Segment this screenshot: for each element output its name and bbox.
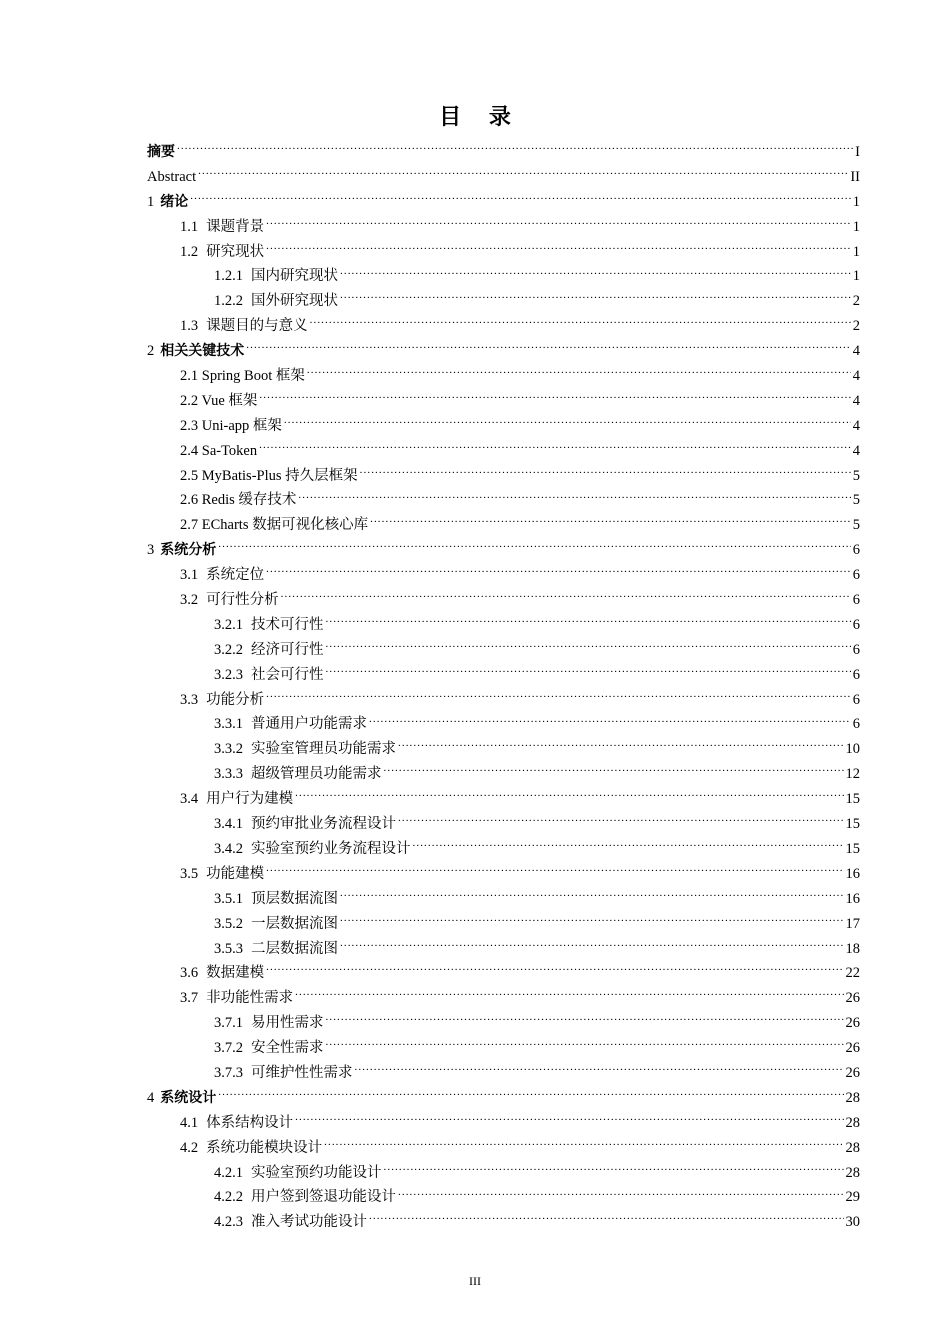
toc-entry[interactable] (147, 737, 860, 762)
toc-entry-number: 1.1 (180, 218, 199, 235)
toc-dot-leader (246, 341, 851, 356)
toc-entry[interactable] (147, 1161, 860, 1186)
toc-entry-title: 顶层数据流图 (251, 890, 338, 907)
table-of-contents (147, 140, 860, 1235)
toc-entry-title: 功能建模 (206, 865, 265, 882)
toc-entry-title: 可维护性性需求 (251, 1064, 353, 1081)
toc-dot-leader (398, 1187, 844, 1202)
toc-entry-title: 系统设计 (160, 1089, 217, 1106)
toc-dot-leader (355, 1062, 844, 1077)
toc-entry-title: 国内研究现状 (251, 268, 338, 285)
toc-dot-leader (307, 366, 851, 381)
toc-entry[interactable] (147, 339, 860, 364)
toc-entry-page: 6 (852, 666, 860, 683)
toc-entry-number: 3.3 (180, 691, 199, 708)
toc-entry-title: 用户行为建模 (206, 791, 294, 808)
toc-entry[interactable] (147, 937, 860, 962)
toc-entry-page: 16 (845, 890, 860, 907)
toc-entry-number: 4.2.2 (214, 1189, 243, 1206)
toc-entry-title: 实验室预约业务流程设计 (251, 840, 411, 857)
toc-entry[interactable] (147, 240, 860, 265)
toc-entry[interactable] (147, 588, 860, 613)
toc-entry-title: 易用性需求 (251, 1015, 324, 1032)
toc-entry[interactable] (147, 165, 860, 190)
toc-dot-leader (218, 540, 851, 555)
toc-entry-page: 26 (845, 1040, 860, 1057)
toc-entry-page: 1 (852, 243, 860, 260)
toc-dot-leader (295, 988, 843, 1003)
toc-entry-number: 2 (147, 343, 155, 360)
toc-dot-leader (340, 888, 844, 903)
toc-entry[interactable] (147, 364, 860, 389)
toc-entry-title: 2.2 Vue 框架 (180, 392, 258, 409)
toc-entry-page: II (850, 168, 860, 185)
toc-entry-page: 2 (852, 318, 860, 335)
toc-entry[interactable] (147, 215, 860, 240)
toc-entry-number: 3.5.2 (214, 915, 243, 932)
toc-entry-page: 6 (852, 691, 860, 708)
toc-entry-title: 社会可行性 (251, 666, 324, 683)
toc-entry-page: 6 (852, 641, 860, 658)
toc-entry-number: 3.5.3 (214, 940, 243, 957)
toc-dot-leader (326, 1038, 844, 1053)
toc-dot-leader (326, 664, 851, 679)
toc-entry-title: 数据建模 (206, 965, 265, 982)
toc-entry-page: 1 (852, 193, 860, 210)
toc-entry-page: 30 (845, 1214, 860, 1231)
toc-entry[interactable] (147, 563, 860, 588)
toc-entry[interactable] (147, 389, 860, 414)
toc-entry-number: 3 (147, 542, 155, 559)
toc-entry-number: 4.1 (180, 1114, 199, 1131)
toc-dot-leader (413, 838, 844, 853)
toc-dot-leader (177, 142, 853, 157)
toc-entry-title: 安全性需求 (251, 1040, 324, 1057)
toc-entry-title: 体系结构设计 (206, 1114, 294, 1131)
toc-dot-leader (340, 266, 851, 281)
toc-entry-number: 3.7 (180, 990, 199, 1007)
toc-entry-page: 29 (845, 1189, 860, 1206)
toc-dot-leader (370, 515, 851, 530)
toc-dot-leader (398, 739, 844, 754)
toc-entry-number: 3.2.2 (214, 641, 243, 658)
toc-entry[interactable] (147, 663, 860, 688)
toc-entry-number: 3.4 (180, 791, 199, 808)
toc-entry-number: 3.7.3 (214, 1064, 243, 1081)
toc-entry-title: 超级管理员功能需求 (251, 766, 382, 783)
toc-entry-title: 功能分析 (206, 691, 265, 708)
toc-entry-page: 4 (852, 442, 860, 459)
toc-dot-leader (190, 191, 851, 206)
toc-entry-title: 经济可行性 (251, 641, 324, 658)
toc-dot-leader (398, 814, 844, 829)
toc-dot-leader (369, 714, 851, 729)
toc-entry[interactable] (147, 1061, 860, 1086)
toc-entry[interactable] (147, 613, 860, 638)
toc-entry-title: 普通用户功能需求 (251, 716, 367, 733)
toc-dot-leader (384, 764, 844, 779)
toc-entry-title: 2.7 ECharts 数据可视化核心库 (180, 517, 369, 534)
toc-entry-number: 3.3.2 (214, 741, 243, 758)
toc-entry-title: 一层数据流图 (251, 915, 338, 932)
toc-entry[interactable] (147, 264, 860, 289)
toc-entry[interactable] (147, 1210, 860, 1235)
toc-entry-page: 28 (845, 1114, 860, 1131)
toc-entry[interactable] (147, 688, 860, 713)
toc-entry[interactable] (147, 538, 860, 563)
toc-entry-page: 5 (852, 492, 860, 509)
toc-entry-page: 15 (845, 840, 860, 857)
toc-entry-title: Abstract (147, 168, 197, 185)
toc-entry-number: 3.4.2 (214, 840, 243, 857)
toc-entry[interactable] (147, 762, 860, 787)
toc-entry-number: 3.1 (180, 567, 199, 584)
page-title: 目 录 (439, 105, 521, 130)
toc-dot-leader (295, 789, 843, 804)
toc-entry-number: 3.3.1 (214, 716, 243, 733)
toc-entry-title: 课题目的与意义 (206, 318, 308, 335)
toc-entry-page: 12 (845, 766, 860, 783)
toc-entry-page: 6 (852, 542, 860, 559)
toc-entry[interactable] (147, 513, 860, 538)
toc-entry-title: 准入考试功能设计 (251, 1214, 367, 1231)
toc-entry-page: 5 (852, 467, 860, 484)
toc-entry-number: 3.5.1 (214, 890, 243, 907)
toc-dot-leader (266, 241, 851, 256)
toc-dot-leader (340, 291, 851, 306)
toc-entry-number: 4.2 (180, 1139, 199, 1156)
toc-dot-leader (259, 440, 851, 455)
toc-dot-leader (266, 689, 851, 704)
toc-entry-page: 4 (852, 343, 860, 360)
toc-dot-leader (218, 1087, 843, 1102)
toc-entry[interactable] (147, 1036, 860, 1061)
toc-entry-number: 3.2 (180, 592, 199, 609)
toc-dot-leader (281, 590, 851, 605)
toc-entry[interactable] (147, 1185, 860, 1210)
toc-entry-page: 10 (845, 741, 860, 758)
toc-entry-title: 非功能性需求 (206, 990, 294, 1007)
toc-dot-leader (340, 913, 844, 928)
toc-entry-title: 系统功能模块设计 (206, 1139, 323, 1156)
toc-dot-leader (295, 1112, 843, 1127)
toc-entry-title: 2.3 Uni-app 框架 (180, 417, 282, 434)
toc-entry[interactable] (147, 912, 860, 937)
toc-dot-leader (360, 465, 851, 480)
toc-entry-page: 4 (852, 417, 860, 434)
toc-entry-number: 3.5 (180, 865, 199, 882)
toc-dot-leader (266, 216, 851, 231)
toc-entry-title: 实验室预约功能设计 (251, 1164, 382, 1181)
toc-entry-page: 22 (845, 965, 860, 982)
toc-entry[interactable] (147, 140, 860, 165)
toc-dot-leader (266, 863, 843, 878)
toc-entry[interactable] (147, 1136, 860, 1161)
toc-entry[interactable] (147, 1086, 860, 1111)
toc-entry-number: 3.2.1 (214, 616, 243, 633)
toc-entry-page: 26 (845, 990, 860, 1007)
toc-entry[interactable] (147, 712, 860, 737)
toc-dot-leader (198, 166, 848, 181)
toc-entry-title: 可行性分析 (206, 592, 279, 609)
toc-entry-page: 5 (852, 517, 860, 534)
toc-entry-title: 课题背景 (206, 218, 265, 235)
toc-entry-page: 6 (852, 716, 860, 733)
toc-entry-title: 系统分析 (160, 542, 217, 559)
toc-entry-title: 研究现状 (206, 243, 265, 260)
toc-entry-page: 2 (852, 293, 860, 310)
toc-entry-number: 4.2.3 (214, 1214, 243, 1231)
toc-entry-number: 1 (147, 193, 155, 210)
toc-entry[interactable] (147, 414, 860, 439)
toc-dot-leader (340, 938, 844, 953)
toc-entry-title: 实验室管理员功能需求 (251, 741, 396, 758)
toc-dot-leader (384, 1162, 844, 1177)
toc-dot-leader (266, 565, 851, 580)
toc-entry[interactable] (147, 986, 860, 1011)
toc-entry-title: 用户签到签退功能设计 (251, 1189, 396, 1206)
toc-entry-title: 2.1 Spring Boot 框架 (180, 368, 305, 385)
toc-entry-title: 国外研究现状 (251, 293, 338, 310)
toc-entry[interactable] (147, 1111, 860, 1136)
toc-entry-number: 1.2.1 (214, 268, 243, 285)
toc-entry-title: 2.5 MyBatis-Plus 持久层框架 (180, 467, 358, 484)
toc-entry[interactable] (147, 488, 860, 513)
toc-entry[interactable] (147, 464, 860, 489)
toc-entry-number: 3.2.3 (214, 666, 243, 683)
toc-dot-leader (310, 316, 851, 331)
toc-entry-number: 4 (147, 1089, 155, 1106)
toc-dot-leader (326, 614, 851, 629)
toc-entry-number: 3.4.1 (214, 816, 243, 833)
toc-entry-page: 6 (852, 616, 860, 633)
toc-entry[interactable] (147, 837, 860, 862)
toc-entry-title: 二层数据流图 (251, 940, 338, 957)
toc-entry-number: 1.2 (180, 243, 199, 260)
toc-entry-title: 绪论 (160, 193, 189, 210)
toc-entry-title: 摘要 (147, 144, 175, 160)
toc-entry-title: 相关关键技术 (160, 343, 245, 360)
toc-entry[interactable] (147, 439, 860, 464)
toc-entry-page: 28 (845, 1164, 860, 1181)
toc-entry-title: 2.6 Redis 缓存技术 (180, 492, 297, 509)
toc-dot-leader (266, 963, 843, 978)
toc-dot-leader (324, 1137, 843, 1152)
toc-entry[interactable] (147, 314, 860, 339)
toc-entry-page: 4 (852, 392, 860, 409)
toc-entry-number: 3.7.2 (214, 1040, 243, 1057)
toc-entry-page: 6 (852, 592, 860, 609)
toc-entry[interactable] (147, 812, 860, 837)
toc-entry-page: 28 (845, 1089, 860, 1106)
toc-entry-number: 1.2.2 (214, 293, 243, 310)
toc-dot-leader (259, 390, 850, 405)
toc-entry[interactable] (147, 961, 860, 986)
toc-entry-number: 4.2.1 (214, 1164, 243, 1181)
toc-entry-number: 1.3 (180, 318, 199, 335)
toc-entry-title: 系统定位 (206, 567, 265, 584)
toc-entry-number: 3.6 (180, 965, 199, 982)
toc-dot-leader (284, 415, 851, 430)
toc-entry-number: 3.3.3 (214, 766, 243, 783)
toc-entry-page: 26 (845, 1015, 860, 1032)
toc-entry-page: 15 (845, 816, 860, 833)
toc-entry-page: I (855, 144, 860, 160)
toc-entry-page: 26 (845, 1064, 860, 1081)
toc-entry-page: 17 (845, 915, 860, 932)
toc-entry-page: 16 (845, 865, 860, 882)
toc-dot-leader (298, 490, 850, 505)
toc-entry[interactable] (147, 190, 860, 215)
toc-entry[interactable] (147, 638, 860, 663)
toc-entry-title: 预约审批业务流程设计 (251, 816, 396, 833)
toc-entry[interactable] (147, 887, 860, 912)
toc-entry-page: 15 (845, 791, 860, 808)
toc-entry[interactable] (147, 289, 860, 314)
toc-dot-leader (326, 1013, 844, 1028)
toc-entry[interactable] (147, 1011, 860, 1036)
toc-entry-title: 2.4 Sa-Token (180, 442, 258, 459)
toc-entry[interactable] (147, 787, 860, 812)
toc-entry-page: 18 (845, 940, 860, 957)
toc-entry-page: 28 (845, 1139, 860, 1156)
toc-entry-number: 3.7.1 (214, 1015, 243, 1032)
toc-entry-page: 4 (852, 368, 860, 385)
toc-entry-page: 1 (852, 268, 860, 285)
toc-entry-page: 6 (852, 567, 860, 584)
toc-dot-leader (369, 1212, 844, 1227)
page-number-footer: III (469, 1274, 481, 1288)
toc-entry-page: 1 (852, 218, 860, 235)
toc-entry[interactable] (147, 862, 860, 887)
toc-entry-title: 技术可行性 (251, 616, 324, 633)
toc-dot-leader (326, 639, 851, 654)
